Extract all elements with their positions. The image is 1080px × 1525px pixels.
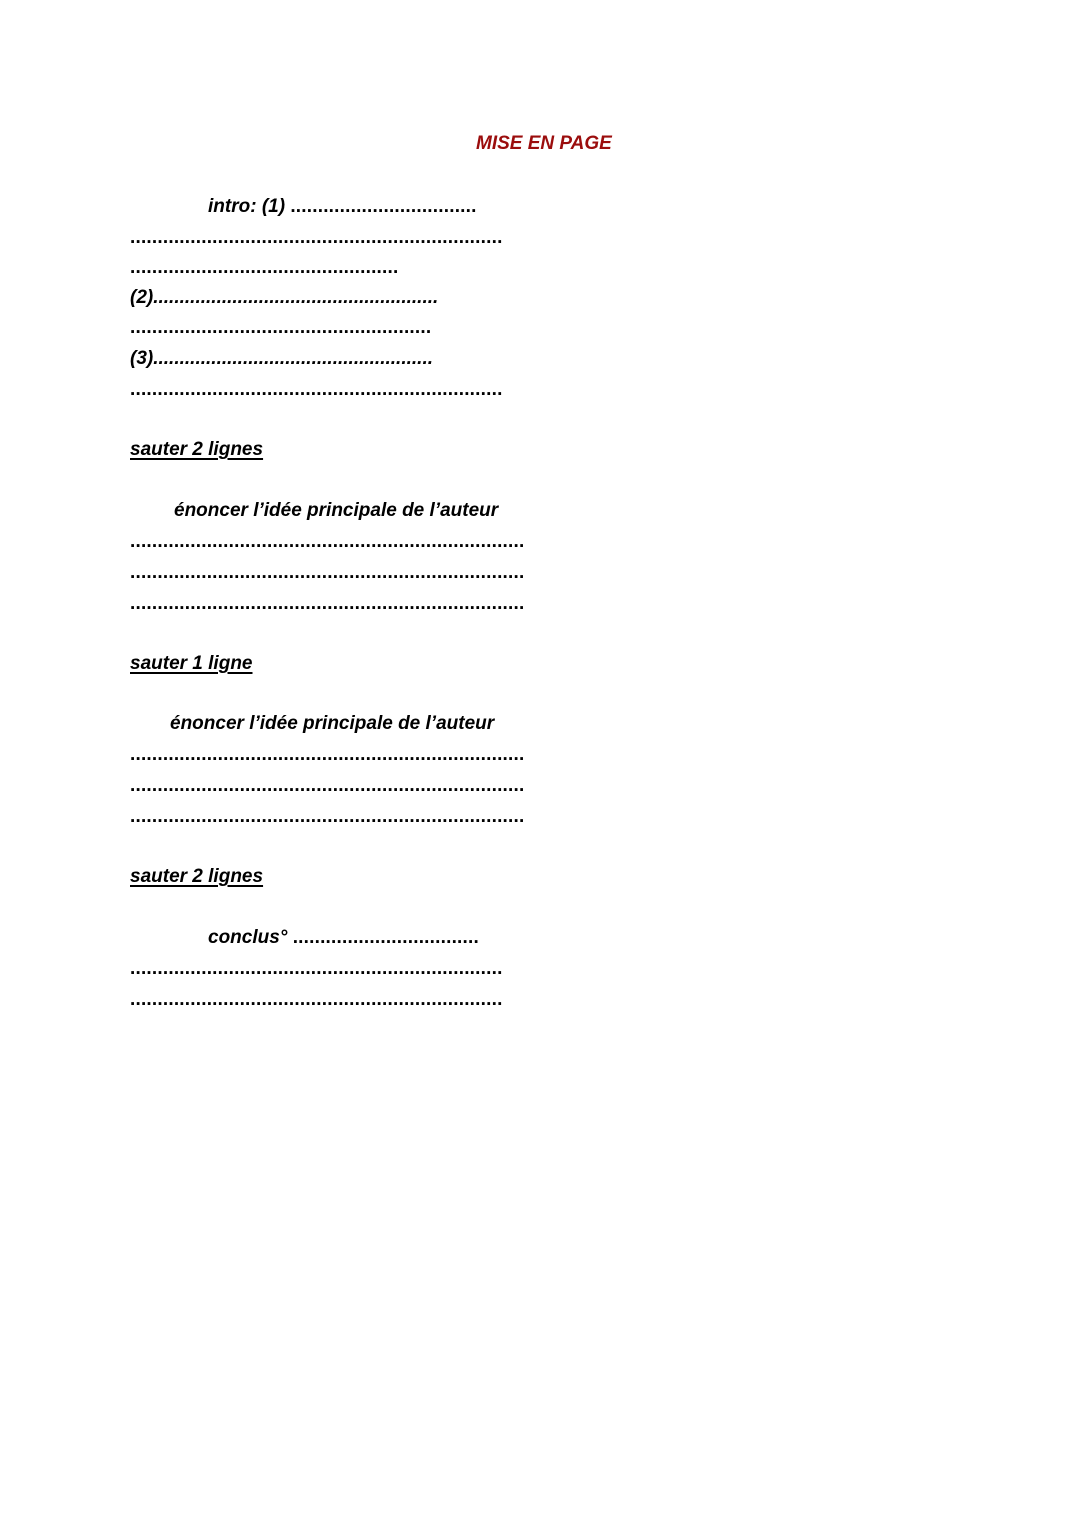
intro-label: intro: (1) <box>208 196 286 217</box>
section2-line-3: ........................................................................ <box>130 806 525 827</box>
section2-heading: énoncer l’idée principale de l’auteur <box>170 713 495 734</box>
intro-line-6: .................................................................... <box>130 379 503 400</box>
intro-line-1: .................................................................... <box>130 227 503 248</box>
section2-line-1: ........................................................................ <box>130 744 525 765</box>
intro-line-3: (2)...................................................... <box>130 287 439 308</box>
intro-line-4: ....................................................... <box>130 317 432 338</box>
page-title: MISE EN PAGE <box>476 133 612 154</box>
conclusion-line <box>208 926 479 950</box>
section1-heading: énoncer l’idée principale de l’auteur <box>174 500 499 521</box>
skip-instruction-2: sauter 1 ligne <box>130 653 253 674</box>
section1-line-1: ........................................................................ <box>130 531 525 552</box>
intro-line-5: (3)..................................................... <box>130 348 433 369</box>
conclusion-line-2: .................................................................... <box>130 989 503 1010</box>
conclusion-dots: .................................. <box>292 927 479 948</box>
section1-line-2: ........................................................................ <box>130 562 525 583</box>
section1-line-3: ........................................................................ <box>130 593 525 614</box>
conclusion-line-1: .................................................................... <box>130 958 503 979</box>
intro-line-2: ................................................. <box>130 257 399 278</box>
skip-instruction-3: sauter 2 lignes <box>130 866 264 887</box>
conclusion-label: conclus° <box>208 927 288 948</box>
section2-line-2: ........................................................................ <box>130 775 525 796</box>
skip-instruction-1: sauter 2 lignes <box>130 439 264 460</box>
intro-line <box>208 195 477 219</box>
intro-dots: .................................. <box>290 196 477 217</box>
